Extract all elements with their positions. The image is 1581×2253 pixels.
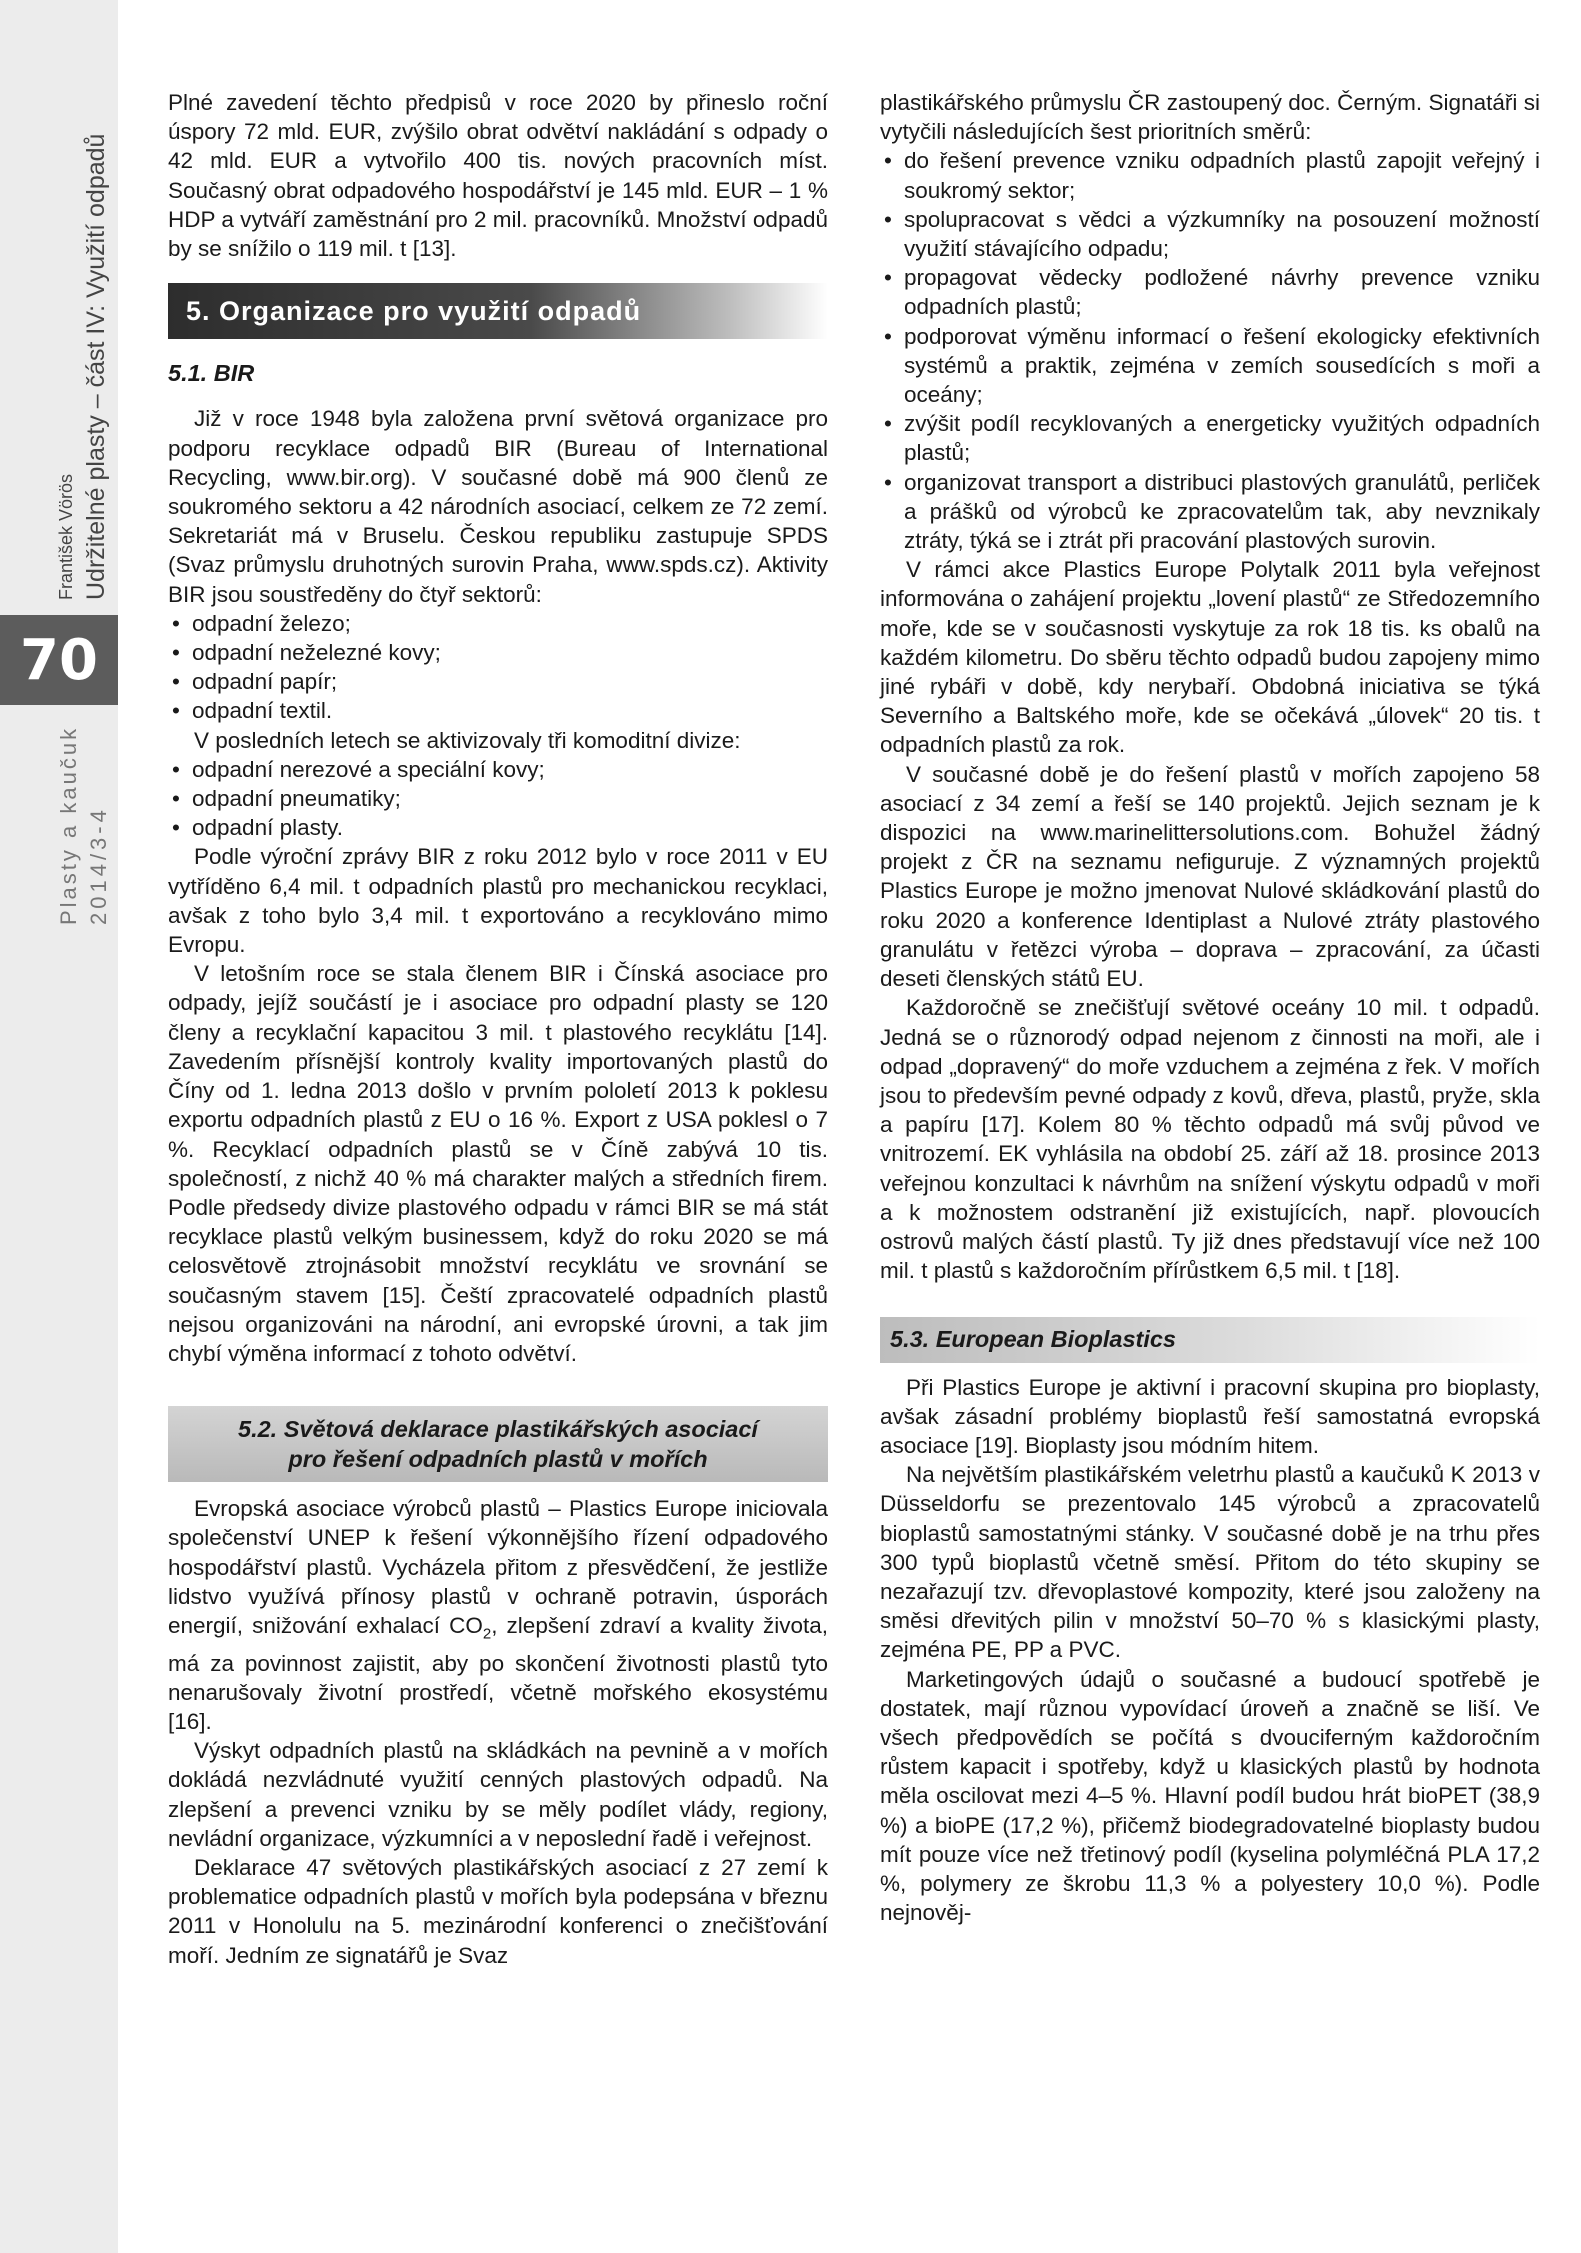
sidebar-journal-name: Plasty a kaučuk <box>56 725 81 925</box>
declaration-paragraph-3: Deklarace 47 světových plastikářských asociací z 27 zemí k problematice odpadních plastů v mořích byla podepsána v březnu 2011 v Honolulu na 5. mezinárodní konferenci o znečišťování moří. Jedním ze signatářů je Svaz <box>168 1855 828 1968</box>
bioplastics-paragraph-3: Marketingových údajů o současné a budoucí spotřebě je dostatek, mají různou vypovídací úroveň a značně se liší. Ve všech předpovědích se počítá s dvouciferným každoročním růstem kapacit i spotřeby, když u klasických plastů by hodnota měla oscilovat mezi 4–5 %. Hlavní podíl budou hrát bioPET (38,9 %) a bioPE (17,2 %), přičemž biodegradovatelné bioplasty budou mít pouze více než třetinový podíl (kyselina polymléčná PLA 17,2 %, polymery ze škrobu 11,3 % a polyestery 10,0 %). Podle nejnověj- <box>880 1666 1540 1926</box>
section-5-2-heading-line2: pro řešení odpadních plastů v mořích <box>288 1446 708 1473</box>
bir-paragraph-1: Již v roce 1948 byla založena první světová organizace pro podporu recyklace odpadů BIR (Bureau of International Recycling, www.bir.org). V současné době má 900 členů ze soukromého sektoru a 42 národních asociací, celkem ze 72 zemí. Sekretariát má v Bruselu. Českou republiku zastupuje SPDS (Svaz průmyslu druhotných surovin Praha, www.spds.cz). Aktivity BIR jsou soustředěny do čtyř sektorů: <box>168 406 828 607</box>
sidebar-series-title: Udržitelné plasty – část IV: Využití odpadů <box>82 133 110 600</box>
polytalk-paragraph: V rámci akce Plastics Europe Polytalk 2011 byla veřejnost informována o zahájení projektu „lovení plastů“ ze Středozemního moře, kde se v současnosti vyskytuje za rok 18 tis. ks obalů na každém kilometru. Do sběru těchto odpadů budou zapojeny mimo jiné rybáři v době, kdy nerybaří. Obdobná iniciativa se týká Severního a Baltského moře, kde se očekává „úlovek“ 20 tis. t odpadních plastů za rok. <box>880 557 1540 758</box>
list-item: • odpadní nerezové a speciální kovy; <box>168 755 828 784</box>
list-item: • organizovat transport a distribuci plastových granulátů, perliček a prášků od výrobců ke zpracovatelům tak, aby nevznikaly ztráty, týká se i ztrát při pracování plastových surovin. <box>880 468 1540 556</box>
priorities-list <box>880 146 1540 555</box>
left-column <box>168 88 828 1970</box>
right-column <box>880 88 1540 1927</box>
section-5-1-heading: 5.1. BIR <box>168 360 255 387</box>
bioplastics-paragraph-2: Na největším plastikářském veletrhu plastů a kaučuků K 2013 v Düsseldorfu se prezentovalo 145 výrobců a zpracovatelů bioplastů samostatnými stánky. V současné době je na trhu přes 300 typů bioplastů včetně směsí. Přitom do této skupiny se nezařazují tzv. dřevoplastové kompozity, které jsou založeny na směsi dřevitých pilin v množství 50–70 % s klasickými plasty, zejména PE, PP a PVC. <box>880 1462 1540 1663</box>
section-5-2-heading <box>168 1406 828 1482</box>
bir-divisions-list <box>168 755 828 843</box>
bir-paragraph-2: V posledních letech se aktivizovaly tři komoditní divize: <box>194 727 741 753</box>
bir-sectors-list <box>168 609 828 726</box>
list-item: • propagovat vědecky podložené návrhy prevence vzniku odpadních plastů; <box>880 263 1540 321</box>
section-5-3-heading: 5.3. European Bioplastics <box>880 1317 1540 1362</box>
list-item: • odpadní papír; <box>168 667 828 696</box>
list-item: • odpadní plasty. <box>168 813 828 842</box>
list-item: • podporovat výměnu informací o řešení ekologicky efektivních systémů a praktik, zejména v zemích sousedících s moři a oceány; <box>880 322 1540 410</box>
oceans-paragraph: Každoročně se znečišťují světové oceány 10 mil. t odpadů. Jedná se o různorodý odpad nejenom z činnosti na moři, ale i odpad „dopravený“ do moře vzduchem a zejména z řek. V mořích jsou to především pevné odpady z kovů, dřeva, plastů, pryže, skla a papíru [17]. Kolem 80 % těchto odpadů má svůj původ ve vnitrozemí. EK vyhlásila na období 25. září až 18. prosince 2013 veřejnou konzultaci k návrhům na snížení výskytu odpadů v moři a k možnostem odstranění již existujících, např. plovoucích ostrovů malých částí plastů. Ty již dnes představují více než 100 mil. t plastů s každoročním přírůstkem 6,5 mil. t [18]. <box>880 995 1540 1284</box>
co2-subscript: 2 <box>482 1625 492 1643</box>
signatories-paragraph: plastikářského průmyslu ČR zastoupený doc. Černým. Signatáři si vytyčili následujících šest prioritních směrů: <box>880 90 1540 145</box>
list-item: • odpadní pneumatiky; <box>168 784 828 813</box>
declaration-text-a: Evropská asociace výrobců plastů – Plastics Europe iniciovala společenství UNEP k řešení výkonnějšího řízení odpadového hospodářství plastů. Vycházela přitom z přesvědčení, že jestliže lidstvo využívá přínosy plastů v ochraně potravin, úsporách energií, snižování exhalací CO <box>168 1496 828 1638</box>
bir-paragraph-4: V letošním roce se stala členem BIR i Čínská asociace pro odpady, jejíž součástí je i asociace pro odpadní plasty se 120 členy a recyklační kapacitou 3 mil. t plastového recyklátu [14]. Zavedením přísnější kontroly kvality importovaných plastů do Číny od 1. ledna 2013 došlo v prvním pololetí 2013 k poklesu exportu odpadních plastů z EU o 16 %. Export z USA poklesl o 7 %. Recyklací odpadních plastů se v Číně zabývá 10 tis. společností, z nichž 40 % má charakter malých a středních firem. Podle předsedy divize plastového odpadu v rámci BIR se má stát recyklace plastů velkým businessem, když do roku 2020 se má celosvětově ztrojnásobit množství recyklátu ve srovnání se současným stavem [15]. Čeští zpracovatelé odpadních plastů nejsou organizováni na národní, ani evropské úrovni, a tak jim chybí výměna informací z tohoto odvětví. <box>168 961 828 1366</box>
list-item: • zvýšit podíl recyklovaných a energeticky využitých odpadních plastů; <box>880 409 1540 467</box>
list-item: • odpadní železo; <box>168 609 828 638</box>
list-item: • odpadní textil. <box>168 696 828 725</box>
bioplastics-paragraph-1: Při Plastics Europe je aktivní i pracovní skupina pro bioplasty, avšak zásadní problémy bioplastů řeší samostatná evropská asociace [19]. Bioplasty jsou módním hitem. <box>880 1374 1540 1458</box>
page-number: 70 <box>0 615 118 705</box>
bir-paragraph-3: Podle výroční zprávy BIR z roku 2012 bylo v roce 2011 v EU vytříděno 6,4 mil. t odpadních plastů pro mechanickou recyklaci, avšak z toho bylo 3,4 mil. t exportováno a recyklováno mimo Evropu. <box>168 844 828 958</box>
declaration-text-b: , zlepšení zdraví a kvality života, má za povinnost zajistit, aby po skončení životnosti plastů tyto nenarušovaly životní prostředí, včetně mořského ekosystému [16]. <box>168 1612 828 1735</box>
list-item: • odpadní neželezné kovy; <box>168 638 828 667</box>
declaration-paragraph-2: Výskyt odpadních plastů na skládkách na pevnině a v mořích dokládá nezvládnuté využití cenných plastových odpadů. Na zlepšení a prevenci vzniku by se měly podílet vlády, regiony, nevládní organizace, výzkumníci a v neposlední řadě i veřejnost. <box>168 1738 828 1851</box>
declaration-paragraph-1 <box>168 1494 828 1736</box>
list-item: • spolupracovat s vědci a výzkumníky na posouzení možností využití stávajícího odpadu; <box>880 205 1540 263</box>
intro-paragraph: Plné zavedení těchto předpisů v roce 2020 by přineslo roční úspory 72 mld. EUR, zvýšilo obrat odvětví nakládání s odpady o 42 mld. EUR a vytvořilo 400 tis. nových pracovních míst. Současný obrat odpadového hospodářství je 145 mld. EUR – 1 % HDP a vytváří zaměstnání pro 2 mil. pracovníků. Množství odpadů by se snížilo o 119 mil. t [13]. <box>168 90 828 262</box>
list-item: • do řešení prevence vzniku odpadních plastů zapojit veřejný i soukromý sektor; <box>880 146 1540 204</box>
section-5-2-heading-line1: 5.2. Světová deklarace plastikářských asociací <box>238 1416 758 1443</box>
projects-paragraph: V současné době je do řešení plastů v mořích zapojeno 58 asociací z 34 zemí a řeší se 140 projektů. Jejich seznam je k dispozici na www.marinelittersolutions.com. Bohužel žádný projekt z ČR na seznamu nefiguruje. Z významných projektů Plastics Europe je možno jmenovat Nulové skládkování plastů do roku 2020 a konference Identiplast a Nulové ztráty plastového granulátu v řetězci výroba – doprava – zpracování, za účasti deseti členských států EU. <box>880 761 1540 992</box>
sidebar-issue: 2014/3-4 <box>86 806 111 925</box>
page-sidebar <box>0 0 118 2253</box>
section-5-heading: 5. Organizace pro využití odpadů <box>168 283 828 339</box>
sidebar-author: František Vörös <box>56 473 76 600</box>
